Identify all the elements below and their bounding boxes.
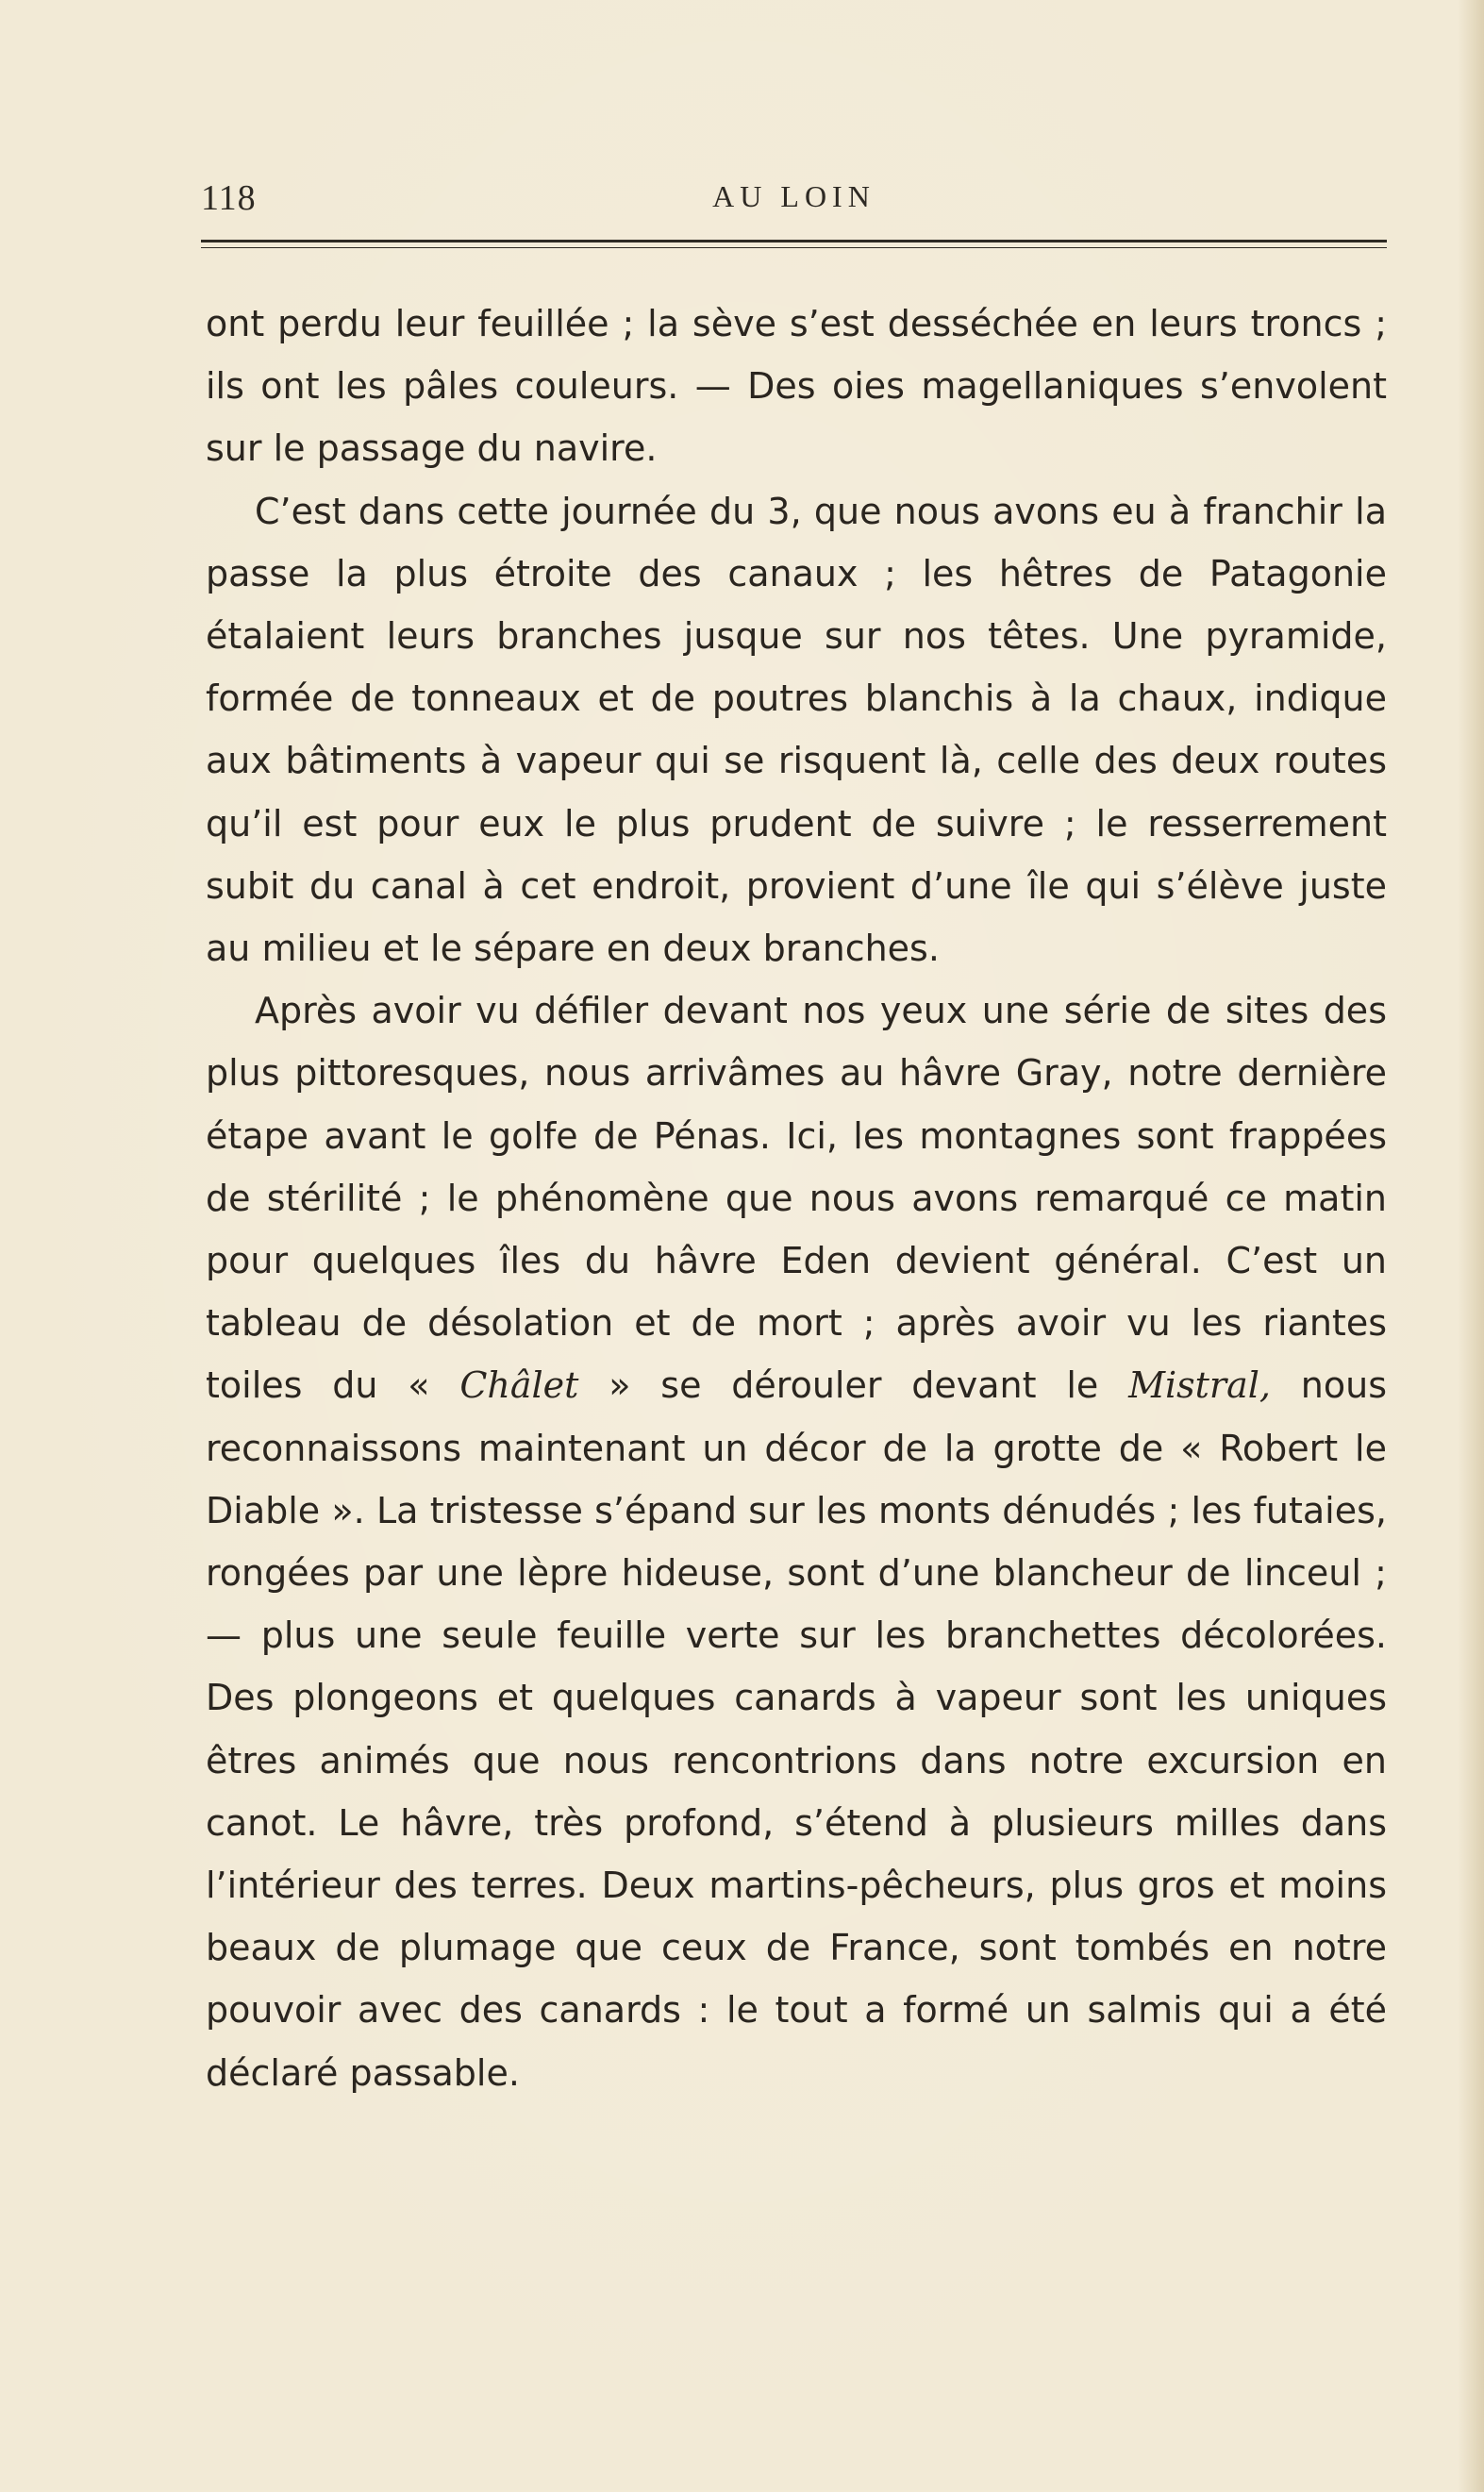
paragraph-3-part-3: nous reconnaissons maintenant un décor de la grotte de « Robert le Diable ». La tristesse s’épand sur les monts dénudés ; les futaies, rongées par une lèpre hideuse, sont d’une blancheur de linceul ; — plus une seule feuille verte sur les branchettes décolorées. Des plongeons et quelques canards à vapeur sont les uniques êtres animés que nous rencontrions dans notre excursion en canot. Le hâvre, très profond, s’étend à plusieurs milles dans l’intérieur des terres. Deux martins-pêcheurs, plus gros et moins beaux de plumage que ceux de France, sont tombés en notre pouvoir avec des canards : le tout a formé un salmis qui a été déclaré passable. [206,1364,1387,2094]
page-header [201,177,1387,225]
paragraph-1: ont perdu leur feuillée ; la sève s’est desséchée en leurs troncs ; ils ont les pâles couleurs. — Des oies magellaniques s’envolent sur le passage du navire. [206,303,1387,470]
mistral-italic: Mistral, [1128,1364,1271,1407]
paragraph-3-part-1: Après avoir vu défiler devant nos yeux une série de sites des plus pittoresques, nous arrivâmes au hâvre Gray, notre dernière étape avant le golfe de Pénas. Ici, les montagnes sont frappées de stérilité ; le phénomène que nous avons remarqué ce matin pour quelques îles du hâvre Eden devient général. C’est un tableau de désolation et de mort ; après avoir vu les riantes toiles du « [206,990,1387,1407]
paragraph-3-part-2: » se dérouler devant le [578,1364,1129,1407]
paragraph-3 [206,979,1387,2104]
header-rule-thin [201,247,1387,248]
chalet-italic: Châlet [459,1364,579,1407]
page-number: 118 [201,178,257,218]
page-edge-shadow [1458,0,1484,2492]
header-rule-thick [201,240,1387,243]
body-text [206,293,1387,2104]
paragraph-2: C’est dans cette journée du 3, que nous avons eu à franchir la passe la plus étroite des canaux ; les hêtres de Patagonie étalaient leurs branches jusque sur nos têtes. Une pyramide, formée de tonneaux et de poutres blanchis à la chaux, indique aux bâtiments à vapeur qui se risquent là, celle des deux routes qu’il est pour eux le plus prudent de suivre ; le resserrement subit du canal à cet endroit, provient d’une île qui s’élève juste au milieu et le sépare en deux branches. [206,490,1387,970]
running-title: AU LOIN [712,179,875,213]
